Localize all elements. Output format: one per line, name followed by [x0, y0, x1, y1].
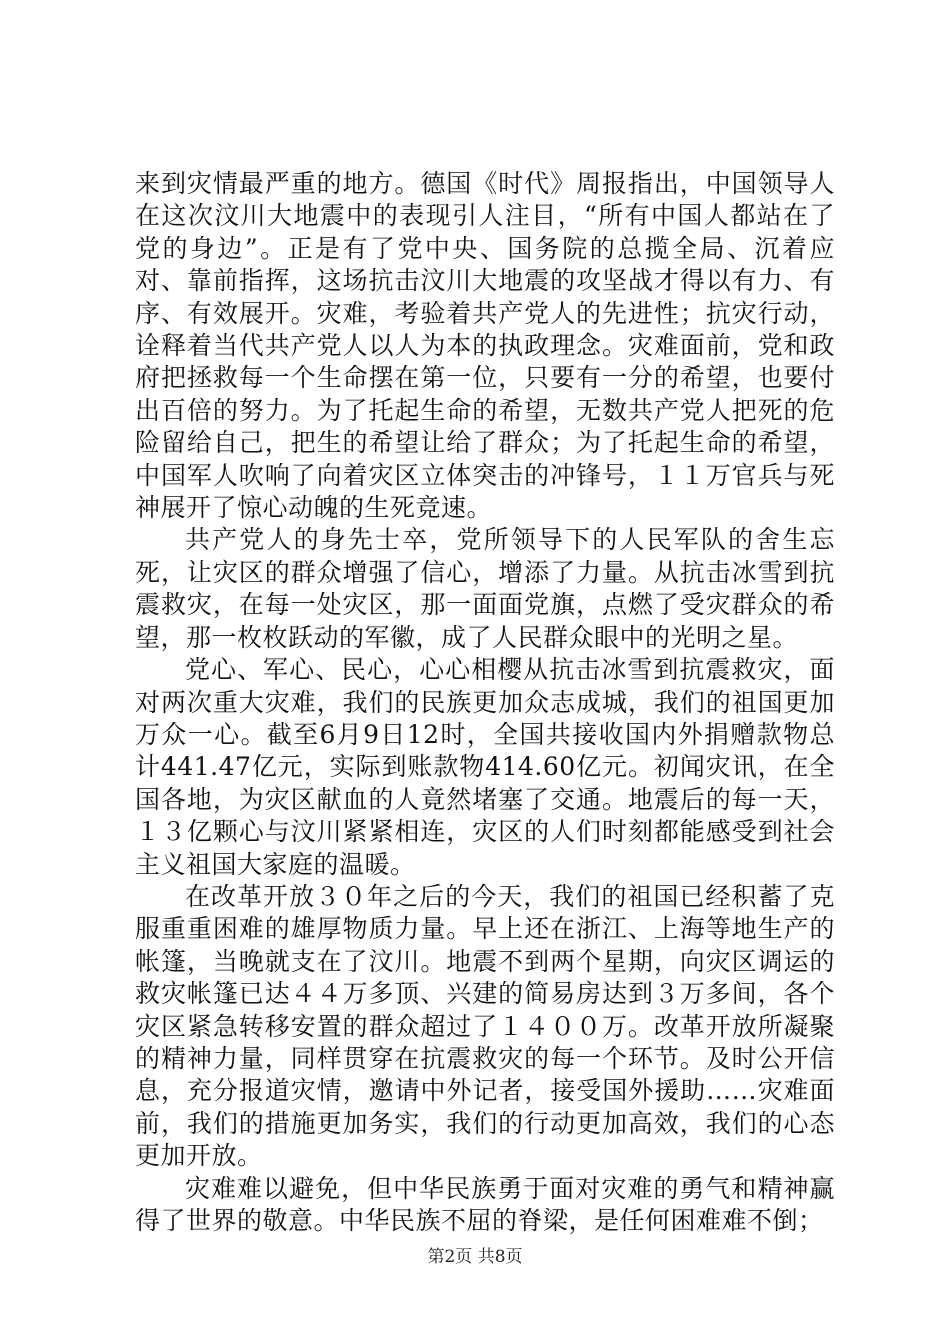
page-number-footer: 第2页 共8页 — [427, 1247, 523, 1267]
paragraph-2: 共产党人的身先士卒，党所领导下的人民军队的舍生忘死，让灾区的群众增强了信心，增添了力量。从抗击冰雪到抗震救灾，在每一处灾区，那一面面党旗，点燃了受灾群众的希望，那一枚枚跃动的军徽，成了人民群众眼中的光明之星。 — [135, 525, 835, 652]
paragraph-1: 来到灾情最严重的地方。德国《时代》周报指出，中国领导人在这次汶川大地震中的表现引人注目，“所有中国人都站在了党的身边”。正是有了党中央、国务院的总揽全局、沉着应对、靠前指挥，这场抗击汶川大地震的攻坚战才得以有力、有序、有效展开。灾难，考验着共产党人的先进性；抗灾行动，诠释着当代共产党人以人为本的执政理念。灾难面前，党和政府把拯救每一个生命摆在第一位，只要有一分的希望，也要付出百倍的努力。为了托起生命的希望，无数共产党人把死的危险留给自己，把生的希望让给了群众；为了托起生命的希望，中国军人吹响了向着灾区立体突击的冲锋号，１１万官兵与死神展开了惊心动魄的生死竞速。 — [135, 169, 835, 523]
document-body — [135, 168, 835, 1237]
paragraph-3: 党心、军心、民心，心心相樱从抗击冰雪到抗震救灾，面对两次重大灾难，我们的民族更加众志成城，我们的祖国更加万众一心。截至6月9日12时，全国共接收国内外捐赠款物总计441.47亿元，实际到账款物414.60亿元。初闻灾讯，在全国各地，为灾区献血的人竟然堵塞了交通。地震后的每一天，１３亿颗心与汶川紧紧相连，灾区的人们时刻都能感受到社会主义祖国大家庭的温暖。 — [135, 655, 835, 879]
paragraph-5: 灾难难以避免，但中华民族勇于面对灾难的勇气和精神赢得了世界的敬意。中华民族不屈的脊梁，是任何困难难不倒； — [135, 1173, 835, 1235]
paragraph-4: 在改革开放３０年之后的今天，我们的祖国已经积蓄了克服重重困难的雄厚物质力量。早上还在浙江、上海等地生产的帐篷，当晚就支在了汶川。地震不到两个星期，向灾区调运的救灾帐篷已达４４万多顶、兴建的简易房达到３万多间，各个灾区紧急转移安置的群众超过了１４００万。改革开放所凝聚的精神力量，同样贯穿在抗震救灾的每一个环节。及时公开信息，充分报道灾情，邀请中外记者，接受国外援助……灾难面前，我们的措施更加务实，我们的行动更加高效，我们的心态更加开放。 — [135, 881, 835, 1171]
